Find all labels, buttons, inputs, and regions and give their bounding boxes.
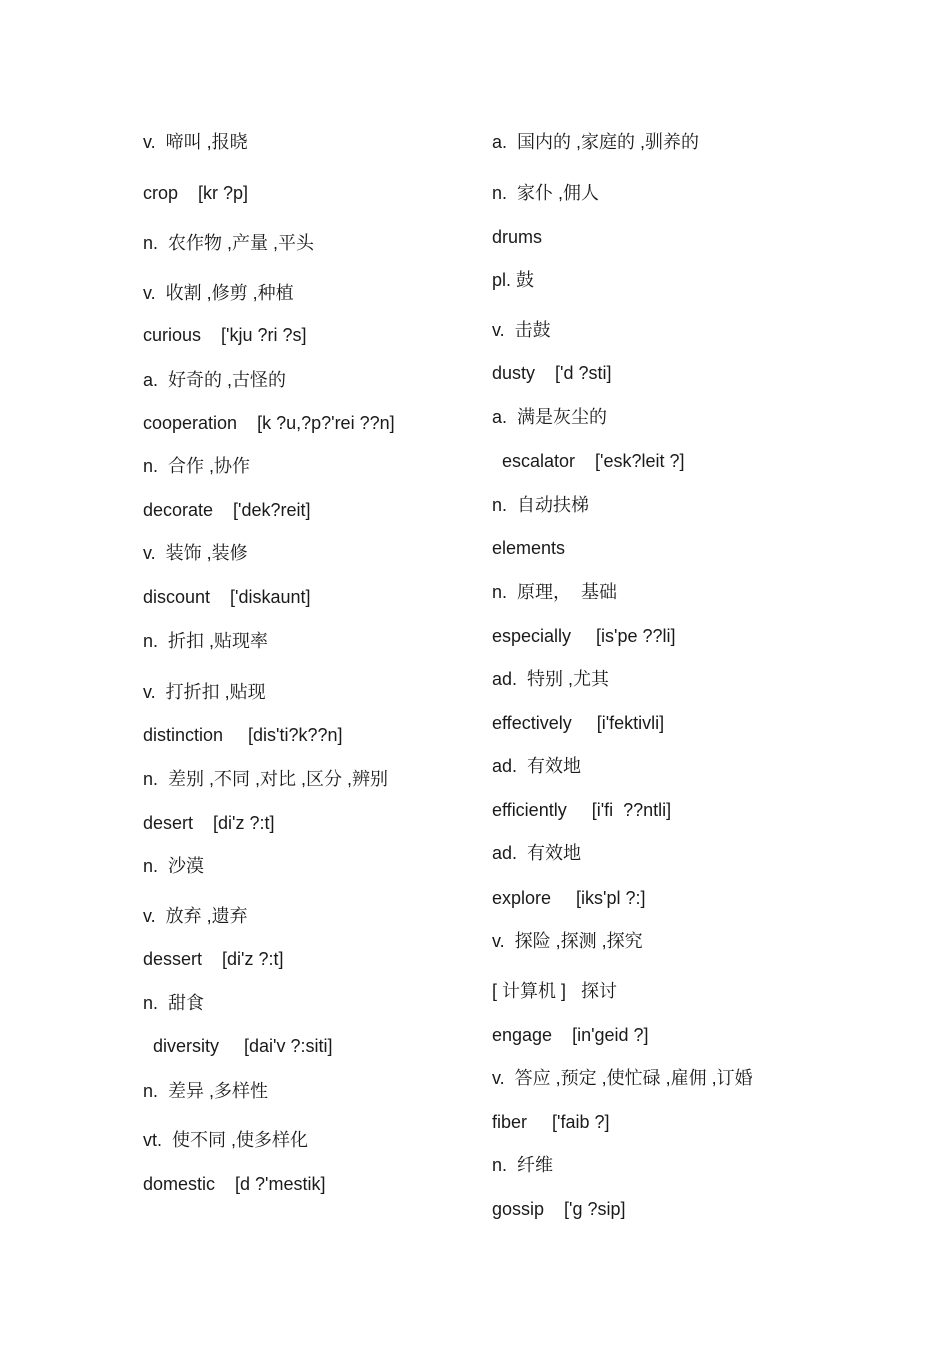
entry-line: a. 好奇的 ,古怪的 — [143, 370, 287, 390]
entry-line: ad. 有效地 — [492, 756, 582, 776]
entry-line: crop [kr ?p] — [143, 183, 249, 203]
entry-line: explore [iks'pl ?:] — [492, 888, 646, 908]
entry-line: pl. 鼓 — [492, 270, 535, 290]
entry-line: n. 家仆 ,佣人 — [492, 183, 600, 203]
entry-line: desert [di'z ?:t] — [143, 813, 275, 833]
entry-line: a. 满是灰尘的 — [492, 407, 608, 427]
entry-line: dessert [di'z ?:t] — [143, 949, 284, 969]
entry-line: decorate ['dek?reit] — [143, 500, 311, 520]
entry-line: v. 装饰 ,装修 — [143, 543, 248, 563]
entry-line: n. 原理， 基础 — [492, 582, 618, 602]
entry-line: especially [is'pe ??li] — [492, 626, 676, 646]
entry-line: v. 啼叫 ,报晓 — [143, 132, 248, 152]
entry-line: domestic [d ?'mestik] — [143, 1174, 326, 1194]
entry-line: n. 纤维 — [492, 1155, 554, 1175]
entry-line: a. 国内的 ,家庭的 ,驯养的 — [492, 132, 700, 152]
right-column — [492, 0, 912, 1345]
entry-line: fiber ['faib ?] — [492, 1112, 610, 1132]
entry-line: n. 农作物 ,产量 ,平头 — [143, 233, 315, 253]
entry-line: engage [in'geid ?] — [492, 1025, 649, 1045]
entry-line: escalator ['esk?leit ?] — [492, 451, 685, 471]
entry-line: ad. 有效地 — [492, 843, 582, 863]
entry-line: n. 甜食 — [143, 993, 205, 1013]
entry-line: distinction [dis'ti?k??n] — [143, 725, 343, 745]
entry-line: cooperation [k ?u,?p?'rei ??n] — [143, 413, 395, 433]
entry-line: n. 合作 ,协作 — [143, 456, 251, 476]
entry-line: v. 答应 ,预定 ,使忙碌 ,雇佣 ,订婚 — [492, 1068, 753, 1088]
entry-line: diversity [dai'v ?:siti] — [143, 1036, 333, 1056]
entry-line: v. 打折扣 ,贴现 — [143, 682, 266, 702]
entry-line: vt. 使不同 ,使多样化 — [143, 1130, 309, 1150]
entry-line: elements — [492, 538, 566, 558]
entry-line: ad. 特别 ,尤其 — [492, 669, 610, 689]
entry-line: dusty ['d ?sti] — [492, 363, 612, 383]
entry-line: n. 沙漠 — [143, 856, 205, 876]
entry-line: n. 差别 ,不同 ,对比 ,区分 ,辨别 — [143, 769, 389, 789]
entry-line: v. 放弃 ,遗弃 — [143, 906, 248, 926]
entry-line: v. 击鼓 — [492, 320, 551, 340]
entry-line: curious ['kju ?ri ?s] — [143, 325, 307, 345]
entry-line: v. 探险 ,探测 ,探究 — [492, 931, 643, 951]
entry-line: discount ['diskaunt] — [143, 587, 311, 607]
entry-line: v. 收割 ,修剪 ,种植 — [143, 283, 294, 303]
entry-line: gossip ['g ?sip] — [492, 1199, 626, 1219]
entry-line: n. 自动扶梯 — [492, 495, 590, 515]
entry-line: n. 折扣 ,贴现率 — [143, 631, 269, 651]
entry-line: [ 计算机 ] 探讨 — [492, 981, 618, 1001]
entry-line: efficiently [i'fi ??ntli] — [492, 800, 672, 820]
entry-line: n. 差异 ,多样性 — [143, 1081, 269, 1101]
entry-line: effectively [i'fektivli] — [492, 713, 665, 733]
entry-line: drums — [492, 227, 543, 247]
